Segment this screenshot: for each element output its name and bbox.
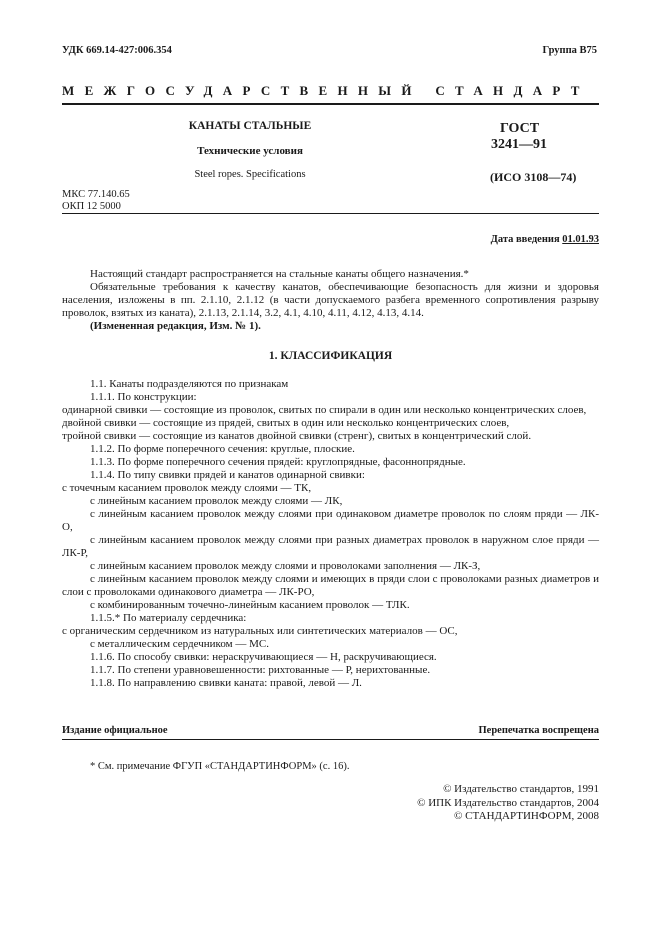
clause: 1.1.6. По способу свивки: нераскручивающиеся — Н, раскручивающиеся. [90,651,437,663]
section-title: 1. КЛАССИФИКАЦИЯ [268,350,393,362]
introduction-date-label: Дата введения [490,234,560,245]
udk-code: УДК 669.14-427:006.354 [62,45,172,56]
intro-paragraph: Обязательные требования к качеству канатов, обеспечивающие безопасность для жизни и здоровья населения, изложены в пп. 2.1.10, 2.1.12 (в части допускаемого разбега временного сопротивления разрыву проволок, взятых из каната), 2.1.13, 2.1.14, 3.2, 4.1, 4.10, 4.11, 4.12, 4.13, 4.14. [62,281,599,319]
copyright-line: © Издательство стандартов, 1991 [443,783,599,795]
introduction-date [491,234,599,245]
gost-label: ГОСТ [500,121,540,136]
mks-code: МКС 77.140.65 [62,189,130,200]
header-rule [62,213,599,214]
clause: 1.1.2. По форме поперечного сечения: круглые, плоские. [90,443,355,455]
classification-codes [62,189,130,213]
gost-number: 3241—91 [491,137,547,152]
intro-paragraph: Настоящий стандарт распространяется на стальные канаты общего назначения.* [90,268,469,280]
official-edition-label: Издание официальное [62,725,168,736]
clause: тройной свивки — состоящие из канатов двойной свивки (стренг), свитых в концентрический слой. [62,430,532,442]
iso-reference: (ИСО 3108—74) [490,170,577,184]
intro-block [62,268,599,333]
clause: 1.1.8. По направлению свивки каната: правой, левой — Л. [90,677,362,689]
clause: 1.1.3. По форме поперечного сечения прядей: круглопрядные, фасоннопрядные. [90,456,466,468]
clause: с линейным касанием проволок между слоями — ЛК, [90,495,343,507]
clause: с линейным касанием проволок между слоями при одинаковом диаметре проволок по слоям пряди — ЛК-О, [62,508,599,533]
clause: с линейным касанием проволок между слоями при разных диаметрах проволок в наружном слое пряди — ЛК-Р, [62,534,599,559]
copyright-line: © СТАНДАРТИНФОРМ, 2008 [454,810,599,822]
standard-banner: МЕЖГОСУДАРСТВЕННЫЙ СТАНДАРТ [62,83,590,98]
clause: с линейным касанием проволок между слоями и проволоками заполнения — ЛК-З, [90,560,481,572]
clause: 1.1.5.* По материалу сердечника: [90,612,247,624]
clause: с органическим сердечником из натуральных или синтетических материалов — ОС, [62,625,458,637]
introduction-date-value: 01.01.93 [562,234,599,245]
classification-block [62,378,599,690]
okp-code: ОКП 12 5000 [62,201,121,212]
clause: с точечным касанием проволок между слоями — ТК, [62,482,312,494]
document-subtitle: Технические условия [197,145,303,157]
document-title: КАНАТЫ СТАЛЬНЫЕ [188,120,312,132]
clause: 1.1.7. По степени уравновешенности: рихтованные — Р, нерихтованные. [90,664,431,676]
clause: с линейным касанием проволок между слоями и имеющих в пряди слои с проволоками разных диаметров и слои с проволоками одинакового диаметра — ЛК-РО, [62,573,599,598]
english-title: Steel ropes. Specifications [194,169,306,180]
clause: с металлическим сердечником — МС. [90,638,269,650]
reprint-notice: Перепечатка воспрещена [478,725,599,736]
clause: 1.1.1. По конструкции: [90,391,197,403]
clause: одинарной свивки — состоящие из проволок, свитых по спирали в один или несколько концентрических слоев, [62,404,587,416]
clause: 1.1. Канаты подразделяются по признакам [90,378,289,390]
copyright-block [417,783,599,824]
footer-rule [62,739,599,740]
clause: с комбинированным точечно-линейным касанием проволок — ТЛК. [90,599,410,611]
clause: двойной свивки — состоящие из прядей, свитых в один или несколько концентрических слоев, [62,417,510,429]
footnote: * См. примечание ФГУП «СТАНДАРТИНФОРМ» (с. 16). [90,761,350,772]
copyright-line: © ИПК Издательство стандартов, 2004 [417,796,599,809]
group-code: Группа В75 [542,45,597,56]
amendment-note: (Измененная редакция, Изм. № 1). [90,320,261,332]
banner-rule [62,103,599,105]
clause: 1.1.4. По типу свивки прядей и канатов одинарной свивки: [90,469,365,481]
